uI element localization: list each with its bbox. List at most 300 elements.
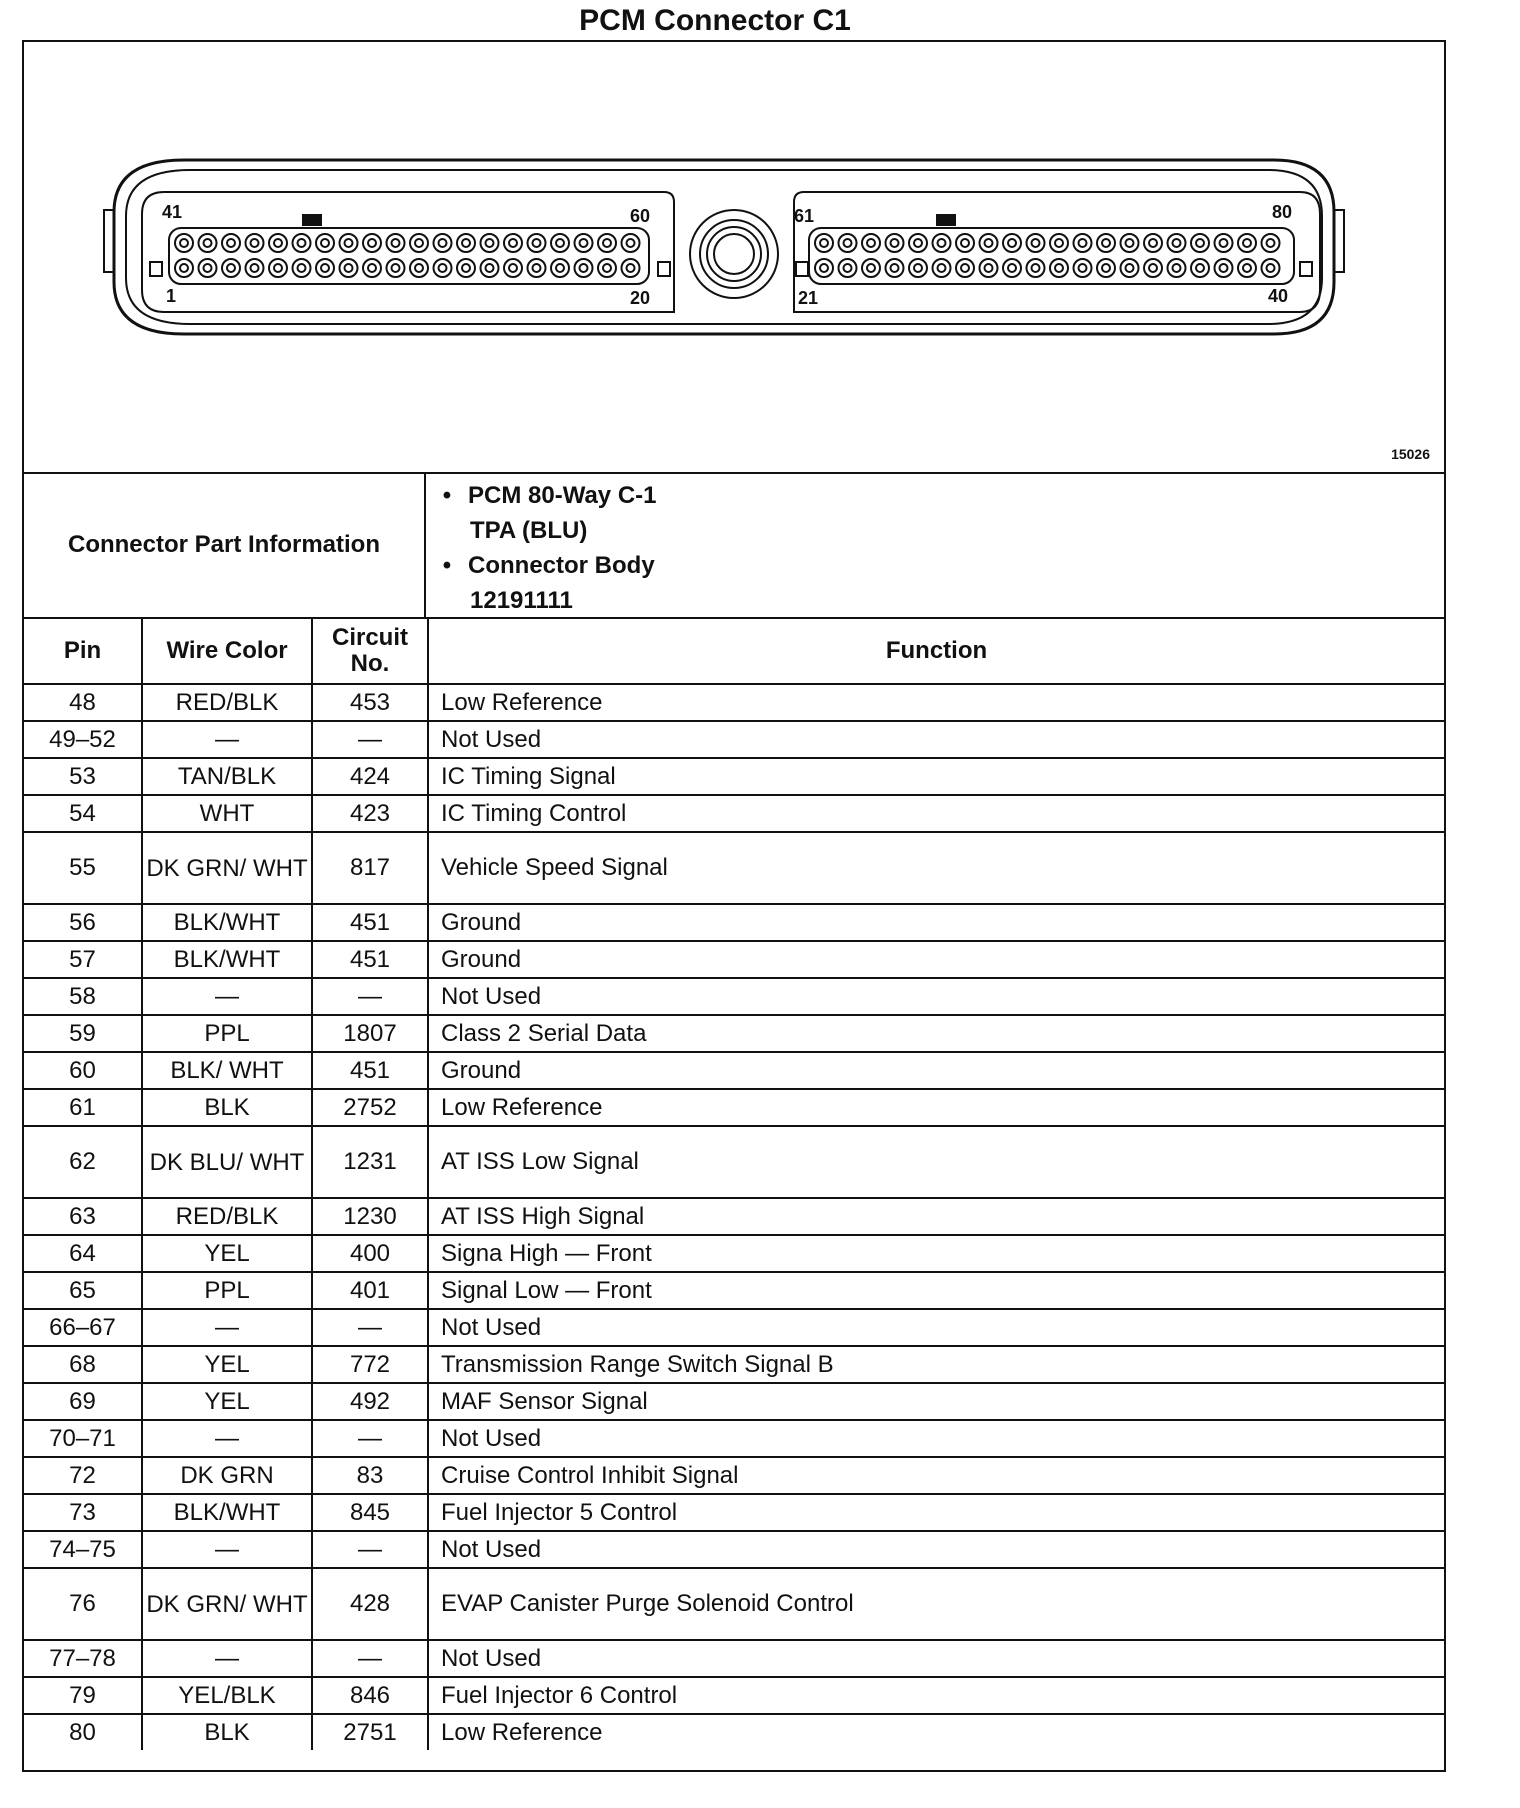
pin-cell: 73 [24, 1494, 142, 1531]
pin-cavity [1238, 259, 1256, 277]
pin-label-60: 60 [630, 206, 651, 226]
wire-color-cell: — [142, 1420, 312, 1457]
function-cell: Ground [428, 904, 1444, 941]
function-cell: Low Reference [428, 1714, 1444, 1750]
circuit-cell: — [312, 1420, 428, 1457]
pin-label-40: 40 [1268, 286, 1289, 306]
pin-cavity-center [820, 239, 828, 247]
pin-cavity-center [844, 239, 852, 247]
wire-color-cell: WHT [142, 795, 312, 832]
circuit-cell: 846 [312, 1677, 428, 1714]
pin-cavity [1262, 259, 1280, 277]
pin-cavity-center [204, 239, 212, 247]
pin-label-80: 80 [1272, 202, 1293, 222]
pin-cavity-center [1032, 239, 1040, 247]
function-cell: Vehicle Speed Signal [428, 832, 1444, 904]
function-cell: Low Reference [428, 684, 1444, 721]
pin-cavity [933, 234, 951, 252]
function-cell: Fuel Injector 5 Control [428, 1494, 1444, 1531]
pin-cell: 58 [24, 978, 142, 1015]
pin-cavity [481, 259, 499, 277]
pin-cavity-center [486, 264, 494, 272]
pin-cavity-center [1055, 264, 1063, 272]
wire-color-cell: BLK/WHT [142, 904, 312, 941]
table-row [24, 941, 1444, 978]
center-bolt-ring-inner [707, 227, 761, 281]
center-bolt-outer [690, 210, 778, 298]
wire-color-cell: YEL [142, 1235, 312, 1272]
pin-cavity-center [1149, 239, 1157, 247]
part-info-list [436, 478, 656, 618]
pin-cavity-center [345, 239, 353, 247]
wire-color-cell: DK GRN [142, 1457, 312, 1494]
bullet-icon: • [442, 482, 452, 509]
pin-cell: 57 [24, 941, 142, 978]
pin-cavity [1003, 259, 1021, 277]
pin-cavity-center [1008, 239, 1016, 247]
pin-cavity-center [392, 264, 400, 272]
pin-cavity [551, 234, 569, 252]
pin-cavity-center [1267, 239, 1275, 247]
pin-cavity-center [867, 264, 875, 272]
pin-cell: 63 [24, 1198, 142, 1235]
part-info-sub: TPA (BLU) [470, 517, 588, 544]
pin-label-61: 61 [794, 206, 815, 226]
circuit-cell: 817 [312, 832, 428, 904]
table-row [24, 1677, 1444, 1714]
function-cell: Ground [428, 941, 1444, 978]
pin-label-21: 21 [798, 288, 819, 308]
part-info-item [436, 478, 656, 548]
pin-cavity-center [368, 264, 376, 272]
table-row [24, 1089, 1444, 1126]
connector-part-information [24, 472, 1444, 619]
pin-cell: 72 [24, 1457, 142, 1494]
circuit-cell: 1231 [312, 1126, 428, 1198]
pin-cavity [1215, 259, 1233, 277]
pin-cavity [293, 234, 311, 252]
pin-cavity-center [603, 239, 611, 247]
circuit-cell: — [312, 1531, 428, 1568]
table-row [24, 1126, 1444, 1198]
function-cell: IC Timing Signal [428, 758, 1444, 795]
header-wire-color: Wire Color [142, 618, 312, 684]
pin-cavity [815, 234, 833, 252]
wire-color-cell: BLK [142, 1089, 312, 1126]
pin-cavity [504, 259, 522, 277]
connector-frame [22, 40, 1446, 1772]
table-row [24, 1272, 1444, 1309]
table-row [24, 832, 1444, 904]
pin-cavity-center [180, 264, 188, 272]
pin-cavity [457, 259, 475, 277]
pin-cavity [815, 259, 833, 277]
table-row [24, 1383, 1444, 1420]
pin-cavity [504, 234, 522, 252]
pin-cavity [199, 259, 217, 277]
right-pin-array [815, 234, 1280, 277]
part-info-item [436, 548, 656, 618]
pin-cavity [862, 234, 880, 252]
pin-cavity [222, 234, 240, 252]
pin-cavity [980, 259, 998, 277]
part-info-main: Connector Body [468, 552, 655, 579]
pin-cavity [956, 234, 974, 252]
pin-cavity [1097, 259, 1115, 277]
function-cell: IC Timing Control [428, 795, 1444, 832]
circuit-cell: 451 [312, 904, 428, 941]
pin-cavity [622, 259, 640, 277]
pin-cavity-center [556, 264, 564, 272]
pin-cavity-center [462, 239, 470, 247]
header-function: Function [428, 618, 1444, 684]
pin-cavity-center [961, 239, 969, 247]
pin-cell: 68 [24, 1346, 142, 1383]
part-info-sub: 12191111 [470, 587, 573, 614]
pin-cavity-center [1055, 239, 1063, 247]
wire-color-cell: PPL [142, 1015, 312, 1052]
pin-cavity [293, 259, 311, 277]
pin-cavity [410, 259, 428, 277]
pin-cell: 74–75 [24, 1531, 142, 1568]
left-polarization-mark [302, 214, 322, 226]
left-keyway-tab [150, 262, 162, 276]
pin-cavity-center [627, 239, 635, 247]
pin-cavity-center [891, 264, 899, 272]
pin-cavity [1003, 234, 1021, 252]
pin-cavity [363, 234, 381, 252]
pin-cavity [222, 259, 240, 277]
table-row [24, 1052, 1444, 1089]
pin-cavity-center [938, 239, 946, 247]
left-center-tab [658, 262, 670, 276]
pin-cell: 64 [24, 1235, 142, 1272]
pin-cavity-center [1196, 239, 1204, 247]
pin-cavity-center [1243, 239, 1251, 247]
pin-cavity-center [439, 264, 447, 272]
pin-cavity [839, 234, 857, 252]
circuit-cell: 1807 [312, 1015, 428, 1052]
pin-cavity-center [1220, 264, 1228, 272]
pin-cavity-center [1243, 264, 1251, 272]
pin-cavity-center [1149, 264, 1157, 272]
pin-cell: 76 [24, 1568, 142, 1640]
pin-cavity-center [1102, 239, 1110, 247]
pin-cavity [886, 234, 904, 252]
connector-inner-shell [126, 170, 1322, 324]
wire-color-cell: — [142, 721, 312, 758]
pin-cavity-center [891, 239, 899, 247]
pin-cavity-center [251, 239, 259, 247]
pin-cavity [457, 234, 475, 252]
function-cell: Ground [428, 1052, 1444, 1089]
pin-cavity [1121, 234, 1139, 252]
pin-cavity-center [486, 239, 494, 247]
pin-cavity [839, 259, 857, 277]
table-row [24, 721, 1444, 758]
pin-cavity-center [914, 264, 922, 272]
function-cell: Not Used [428, 1640, 1444, 1677]
pin-cavity-center [415, 264, 423, 272]
pin-cell: 59 [24, 1015, 142, 1052]
pin-cavity [909, 259, 927, 277]
table-row [24, 684, 1444, 721]
table-row [24, 1494, 1444, 1531]
pin-cavity-center [844, 264, 852, 272]
pin-cavity [434, 234, 452, 252]
wire-color-cell: TAN/BLK [142, 758, 312, 795]
function-cell: Signa High — Front [428, 1235, 1444, 1272]
pin-cavity [1144, 259, 1162, 277]
pin-cavity [316, 234, 334, 252]
pin-cavity [528, 234, 546, 252]
pin-cavity-center [627, 264, 635, 272]
pin-cavity-center [1079, 239, 1087, 247]
pin-cavity-center [914, 239, 922, 247]
table-row [24, 758, 1444, 795]
circuit-cell: — [312, 1309, 428, 1346]
circuit-cell: 83 [312, 1457, 428, 1494]
table-row [24, 1198, 1444, 1235]
right-polarization-mark [936, 214, 956, 226]
function-cell: Not Used [428, 1420, 1444, 1457]
pin-cavity-center [867, 239, 875, 247]
table-row [24, 1235, 1444, 1272]
wire-color-cell: — [142, 978, 312, 1015]
pin-cavity-center [1126, 239, 1134, 247]
pin-cavity [1097, 234, 1115, 252]
pin-cavity [410, 234, 428, 252]
table-row [24, 1420, 1444, 1457]
pin-cavity [1191, 234, 1209, 252]
part-info-main: PCM 80-Way C-1 [468, 482, 657, 509]
table-row [24, 1714, 1444, 1750]
pin-cavity-center [180, 239, 188, 247]
pin-cavity [1191, 259, 1209, 277]
pin-cavity-center [533, 239, 541, 247]
wire-color-cell: — [142, 1309, 312, 1346]
circuit-cell: 2751 [312, 1714, 428, 1750]
circuit-cell: — [312, 978, 428, 1015]
pin-cavity [363, 259, 381, 277]
header-circuit-no [312, 618, 428, 684]
pin-cavity-center [439, 239, 447, 247]
pin-cell: 61 [24, 1089, 142, 1126]
pin-cell: 56 [24, 904, 142, 941]
pin-cavity-center [1032, 264, 1040, 272]
pin-cell: 55 [24, 832, 142, 904]
pin-cavity-center [1008, 264, 1016, 272]
pin-cell: 62 [24, 1126, 142, 1198]
pin-cavity-center [1220, 239, 1228, 247]
pin-cavity-center [509, 239, 517, 247]
pin-cavity [1262, 234, 1280, 252]
pin-cell: 48 [24, 684, 142, 721]
wire-color-cell: — [142, 1531, 312, 1568]
pin-cavity-center [368, 239, 376, 247]
pin-cavity [1144, 234, 1162, 252]
pin-cavity [980, 234, 998, 252]
pin-label-1: 1 [166, 286, 177, 306]
bullet-icon: • [442, 552, 452, 579]
pin-cell: 70–71 [24, 1420, 142, 1457]
pin-cavity-center [251, 264, 259, 272]
function-cell: Not Used [428, 1309, 1444, 1346]
circuit-cell: 423 [312, 795, 428, 832]
pin-cavity [1074, 234, 1092, 252]
pin-cavity [862, 259, 880, 277]
pin-cavity [269, 259, 287, 277]
circuit-cell: 428 [312, 1568, 428, 1640]
wire-color-cell: BLK/ WHT [142, 1052, 312, 1089]
pin-cavity-center [556, 239, 564, 247]
pin-cavity [575, 234, 593, 252]
wire-color-cell: PPL [142, 1272, 312, 1309]
wire-color-cell: BLK/WHT [142, 1494, 312, 1531]
pin-cell: 53 [24, 758, 142, 795]
pin-cavity [199, 234, 217, 252]
wire-color-cell: YEL [142, 1383, 312, 1420]
function-cell: EVAP Canister Purge Solenoid Control [428, 1568, 1444, 1640]
pin-cavity [909, 234, 927, 252]
circuit-cell: — [312, 721, 428, 758]
pin-cell: 69 [24, 1383, 142, 1420]
pin-cavity [175, 234, 193, 252]
pin-cavity [316, 259, 334, 277]
table-row [24, 1015, 1444, 1052]
pinout-table [24, 617, 1444, 1750]
table-row [24, 1346, 1444, 1383]
pin-cavity [387, 259, 405, 277]
circuit-cell: 2752 [312, 1089, 428, 1126]
pin-cavity-center [415, 239, 423, 247]
pin-cavity [1168, 259, 1186, 277]
pin-cavity [269, 234, 287, 252]
circuit-cell: 451 [312, 1052, 428, 1089]
function-cell: Low Reference [428, 1089, 1444, 1126]
circuit-cell: 424 [312, 758, 428, 795]
pin-cavity-center [392, 239, 400, 247]
pin-cell: 66–67 [24, 1309, 142, 1346]
wire-color-cell: RED/BLK [142, 1198, 312, 1235]
pin-cavity-center [603, 264, 611, 272]
pin-label-41: 41 [162, 202, 183, 222]
pin-cavity-center [1173, 239, 1181, 247]
pin-cavity-center [509, 264, 517, 272]
pin-cavity [246, 259, 264, 277]
pin-cavity-center [1126, 264, 1134, 272]
pin-cavity [622, 234, 640, 252]
pin-cavity-center [938, 264, 946, 272]
wire-color-cell: DK GRN/ WHT [142, 1568, 312, 1640]
function-cell: AT ISS High Signal [428, 1198, 1444, 1235]
pin-cavity [1027, 259, 1045, 277]
pin-cavity [1027, 234, 1045, 252]
pin-cavity [481, 234, 499, 252]
function-cell: Signal Low — Front [428, 1272, 1444, 1309]
table-row [24, 795, 1444, 832]
table-row [24, 1457, 1444, 1494]
pin-cavity [387, 234, 405, 252]
pin-cavity-center [1267, 264, 1275, 272]
pin-cavity [340, 234, 358, 252]
right-keyway-tab [1300, 262, 1312, 276]
pin-cavity [1238, 234, 1256, 252]
pin-cavity [1215, 234, 1233, 252]
pin-label-20: 20 [630, 288, 651, 308]
pin-cavity-center [204, 264, 212, 272]
function-cell: Not Used [428, 721, 1444, 758]
circuit-cell: 492 [312, 1383, 428, 1420]
wire-color-cell: DK BLU/ WHT [142, 1126, 312, 1198]
circuit-cell: 845 [312, 1494, 428, 1531]
connector-face-drawing [24, 42, 1444, 472]
center-bolt-core [714, 234, 754, 274]
center-bolt-ring [700, 220, 768, 288]
pin-cell: 65 [24, 1272, 142, 1309]
table-row [24, 978, 1444, 1015]
pin-cavity-center [321, 239, 329, 247]
circuit-cell: 772 [312, 1346, 428, 1383]
pin-cavity-center [533, 264, 541, 272]
function-cell: MAF Sensor Signal [428, 1383, 1444, 1420]
circuit-cell: 400 [312, 1235, 428, 1272]
pin-cavity [956, 259, 974, 277]
function-cell: AT ISS Low Signal [428, 1126, 1444, 1198]
pin-cell: 49–52 [24, 721, 142, 758]
pin-cavity [1050, 234, 1068, 252]
left-pin-block-outline [142, 192, 674, 312]
pin-cell: 54 [24, 795, 142, 832]
function-cell: Not Used [428, 1531, 1444, 1568]
pin-cavity [598, 234, 616, 252]
pin-cavity [886, 259, 904, 277]
pin-cavity-center [227, 264, 235, 272]
right-center-tab [796, 262, 808, 276]
pin-cavity [1121, 259, 1139, 277]
pin-cavity [528, 259, 546, 277]
pin-cell: 77–78 [24, 1640, 142, 1677]
circuit-cell: 1230 [312, 1198, 428, 1235]
pin-cavity-center [321, 264, 329, 272]
pin-cavity-center [227, 239, 235, 247]
pin-cavity [1050, 259, 1068, 277]
pin-cavity [1074, 259, 1092, 277]
function-cell: Cruise Control Inhibit Signal [428, 1457, 1444, 1494]
left-pin-array [175, 234, 640, 277]
pin-cavity [551, 259, 569, 277]
pin-cavity [175, 259, 193, 277]
function-cell: Transmission Range Switch Signal B [428, 1346, 1444, 1383]
wire-color-cell: RED/BLK [142, 684, 312, 721]
figure-number: 15026 [1391, 446, 1430, 462]
table-row [24, 1568, 1444, 1640]
pin-cavity-center [820, 264, 828, 272]
circuit-cell: — [312, 1640, 428, 1677]
pin-cavity-center [1196, 264, 1204, 272]
wire-color-cell: YEL [142, 1346, 312, 1383]
pin-cavity-center [274, 264, 282, 272]
pin-cell: 79 [24, 1677, 142, 1714]
connector-diagram [24, 42, 1444, 474]
pin-cavity-center [961, 264, 969, 272]
wire-color-cell: DK GRN/ WHT [142, 832, 312, 904]
function-cell: Fuel Injector 6 Control [428, 1677, 1444, 1714]
pin-cavity-center [298, 264, 306, 272]
header-pin: Pin [24, 618, 142, 684]
pin-cavity [434, 259, 452, 277]
pin-cavity-center [1102, 264, 1110, 272]
